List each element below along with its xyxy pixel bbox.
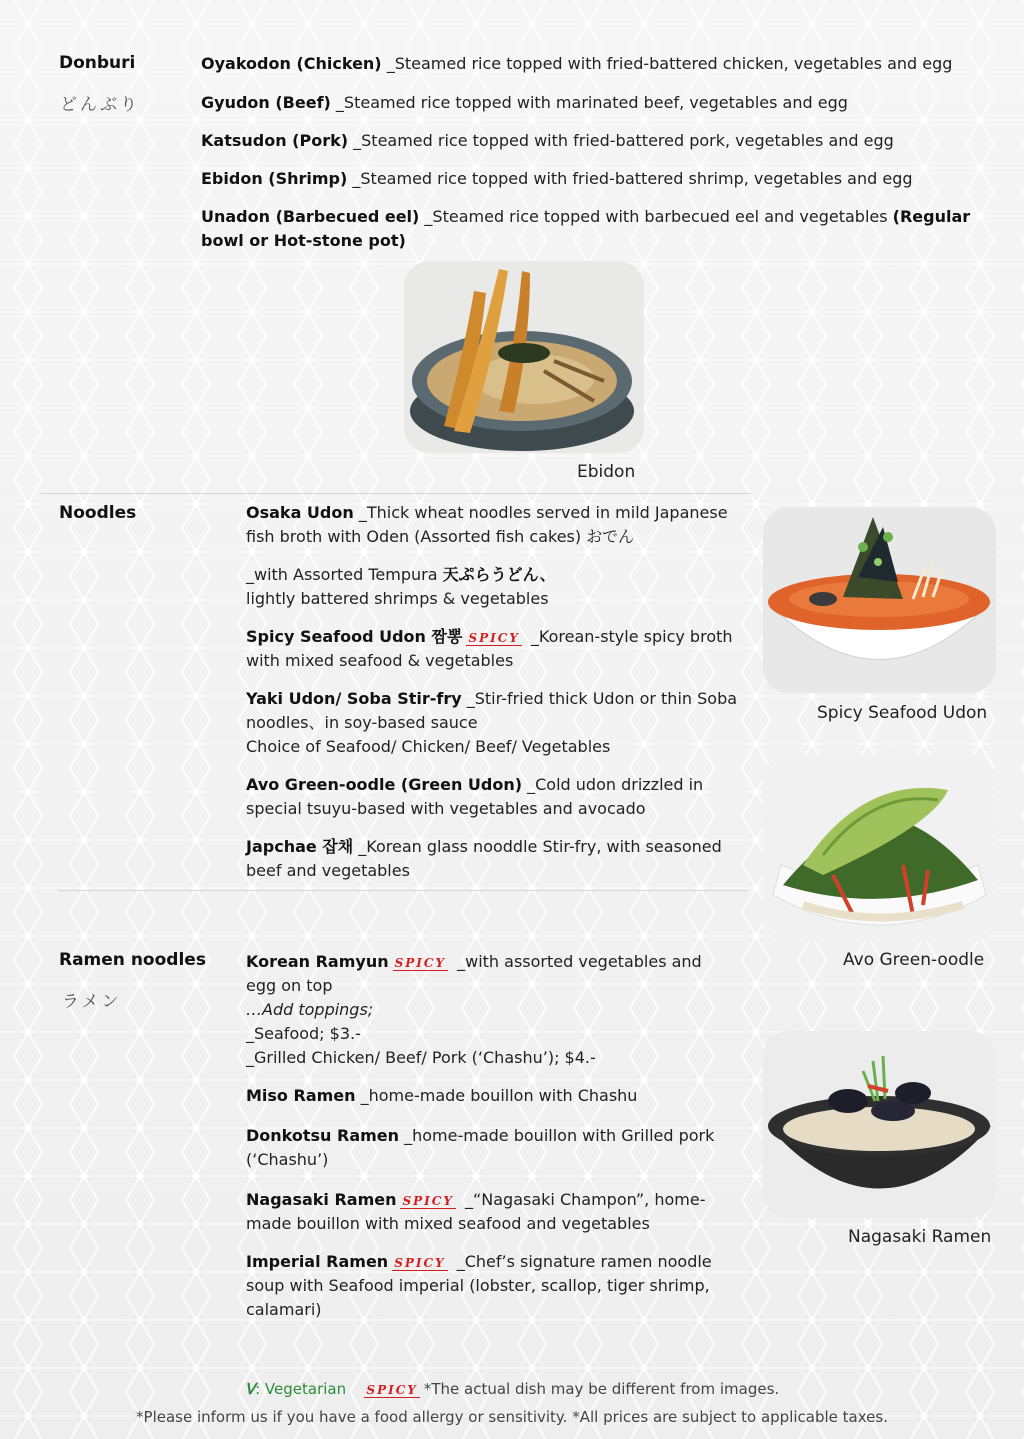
item-desc: _Chef’s signature ramen noodle soup with Seafood imperial (lobster, scallop, tiger shrimp, calamari): [246, 1252, 712, 1319]
donburi-jp-title: どんぶり: [60, 95, 140, 115]
menu-item-katsudon: [201, 129, 981, 153]
item-desc: _Steamed rice topped with fried-battered shrimp, vegetables and egg: [347, 169, 913, 188]
item-name: Imperial Ramen: [246, 1252, 389, 1271]
item-name: Spicy Seafood Udon 짬뽕: [246, 627, 463, 646]
item-name: Katsudon (Pork): [201, 131, 349, 150]
topping-seafood: _Seafood; $3.-: [246, 1024, 361, 1043]
donburi-title: Donburi: [59, 53, 136, 73]
menu-item-tempura-udon: [246, 563, 746, 611]
item-choice: Choice of Seafood/ Chicken/ Beef/ Vegetables: [246, 737, 611, 756]
menu-item-ebidon: [201, 167, 981, 191]
toppings-title: …Add toppings;: [246, 1000, 374, 1019]
item-name: Donkotsu Ramen: [246, 1126, 400, 1145]
menu-item-japchae: [246, 835, 746, 883]
vegetarian-label: : Vegetarian: [255, 1380, 347, 1398]
item-name: Avo Green-oodle (Green Udon): [246, 775, 523, 794]
nagasaki-ramen-photo: [763, 1031, 996, 1218]
menu-item-nagasaki-ramen: [246, 1188, 736, 1236]
spicy-badge: SPICY: [366, 1383, 418, 1397]
item-name: Ebidon (Shrimp): [201, 169, 348, 188]
footer-note-1: *The actual dish may be different from images.: [423, 1380, 780, 1398]
footer-note-2: *Please inform us if you have a food allergy or sensitivity. *All prices are subject to applicable taxes.: [136, 1408, 888, 1426]
item-extra: (Regular bowl or Hot-stone pot): [201, 207, 971, 250]
ramen-title: Ramen noodles: [59, 950, 206, 970]
spicy-badge: SPICY: [394, 956, 447, 970]
avo-green-oodle-photo: [763, 755, 996, 942]
item-name: Nagasaki Ramen: [246, 1190, 397, 1209]
menu-item-avo-green-oodle: [246, 773, 746, 821]
avo-green-oodle-caption: Avo Green-oodle: [843, 950, 985, 970]
item-name: Japchae 잡채: [246, 837, 354, 856]
item-desc: _Steamed rice topped with fried-battered pork, vegetables and egg: [348, 131, 894, 150]
menu-item-gyudon: [201, 91, 981, 115]
item-name: 天ぷらうどん、: [442, 565, 556, 584]
item-desc: _Korean-style spicy broth with mixed seafood & vegetables: [246, 627, 733, 670]
menu-item-miso-ramen: [246, 1084, 736, 1108]
item-desc: _home-made bouillon with Grilled pork (‘Chashu’): [246, 1126, 715, 1169]
noodles-title: Noodles: [59, 503, 137, 523]
menu-item-yaki-udon: [246, 687, 746, 759]
item-desc: _home-made bouillon with Chashu: [355, 1086, 638, 1105]
menu-item-spicy-seafood-udon: [246, 625, 746, 673]
topping-meat: _Grilled Chicken/ Beef/ Pork (‘Chashu’); $4.-: [246, 1048, 596, 1067]
spicy-seafood-udon-caption: Spicy Seafood Udon: [817, 703, 988, 723]
footer-legend: [0, 1380, 1024, 1398]
spicy-badge: SPICY: [394, 1256, 446, 1270]
item-desc: _Korean glass nooddle Stir-fry, with seasoned beef and vegetables: [246, 837, 722, 880]
item-pre: _with Assorted Tempura: [246, 565, 443, 584]
nagasaki-ramen-caption: Nagasaki Ramen: [848, 1227, 992, 1247]
spicy-badge: SPICY: [402, 1194, 454, 1208]
vegetarian-icon: ꓦ: [244, 1380, 256, 1398]
item-desc: _Cold udon drizzled in special tsuyu-based with vegetables and avocado: [246, 775, 704, 818]
menu-item-donkotsu-ramen: [246, 1124, 726, 1172]
section-divider: [58, 890, 748, 891]
item-name: Miso Ramen: [246, 1086, 356, 1105]
item-name: Yaki Udon/ Soba Stir-fry: [246, 689, 462, 708]
item-name: Korean Ramyun: [246, 952, 389, 971]
menu-item-osaka-udon: [246, 501, 746, 549]
ebidon-caption: Ebidon: [577, 462, 636, 482]
ramen-jp-title: ラメン: [62, 992, 122, 1012]
item-name: Osaka Udon: [246, 503, 354, 522]
section-divider: [41, 493, 751, 494]
item-desc: _Steamed rice topped with barbecued eel and vegetables: [419, 207, 893, 226]
menu-item-oyakodon: [201, 52, 981, 76]
ebidon-photo: [404, 261, 644, 453]
item-desc: _Thick wheat noodles served in mild Japanese fish broth with Oden (Assorted fish cakes) おでん: [246, 503, 728, 546]
item-desc: _Steamed rice topped with fried-battered chicken, vegetables and egg: [381, 54, 953, 73]
item-desc: _“Nagasaki Champon”, home-made bouillon with mixed seafood and vegetables: [246, 1190, 706, 1233]
item-name: Oyakodon (Chicken): [201, 54, 382, 73]
item-desc: _Stir-fried thick Udon or thin Soba noodles、in soy-based sauce: [246, 689, 738, 732]
menu-item-korean-ramyun: [246, 950, 736, 998]
toppings-block: [246, 998, 736, 1070]
item-desc: lightly battered shrimps & vegetables: [246, 589, 549, 608]
menu-item-unadon: [201, 205, 971, 253]
item-name: Unadon (Barbecued eel): [201, 207, 420, 226]
spicy-seafood-udon-photo: [763, 507, 996, 693]
item-desc: _with assorted vegetables and egg on top: [246, 952, 702, 995]
item-name: Gyudon (Beef): [201, 93, 331, 112]
spicy-badge: SPICY: [468, 631, 520, 645]
item-desc: _Steamed rice topped with marinated beef, vegetables and egg: [330, 93, 848, 112]
menu-item-imperial-ramen: [246, 1250, 736, 1322]
